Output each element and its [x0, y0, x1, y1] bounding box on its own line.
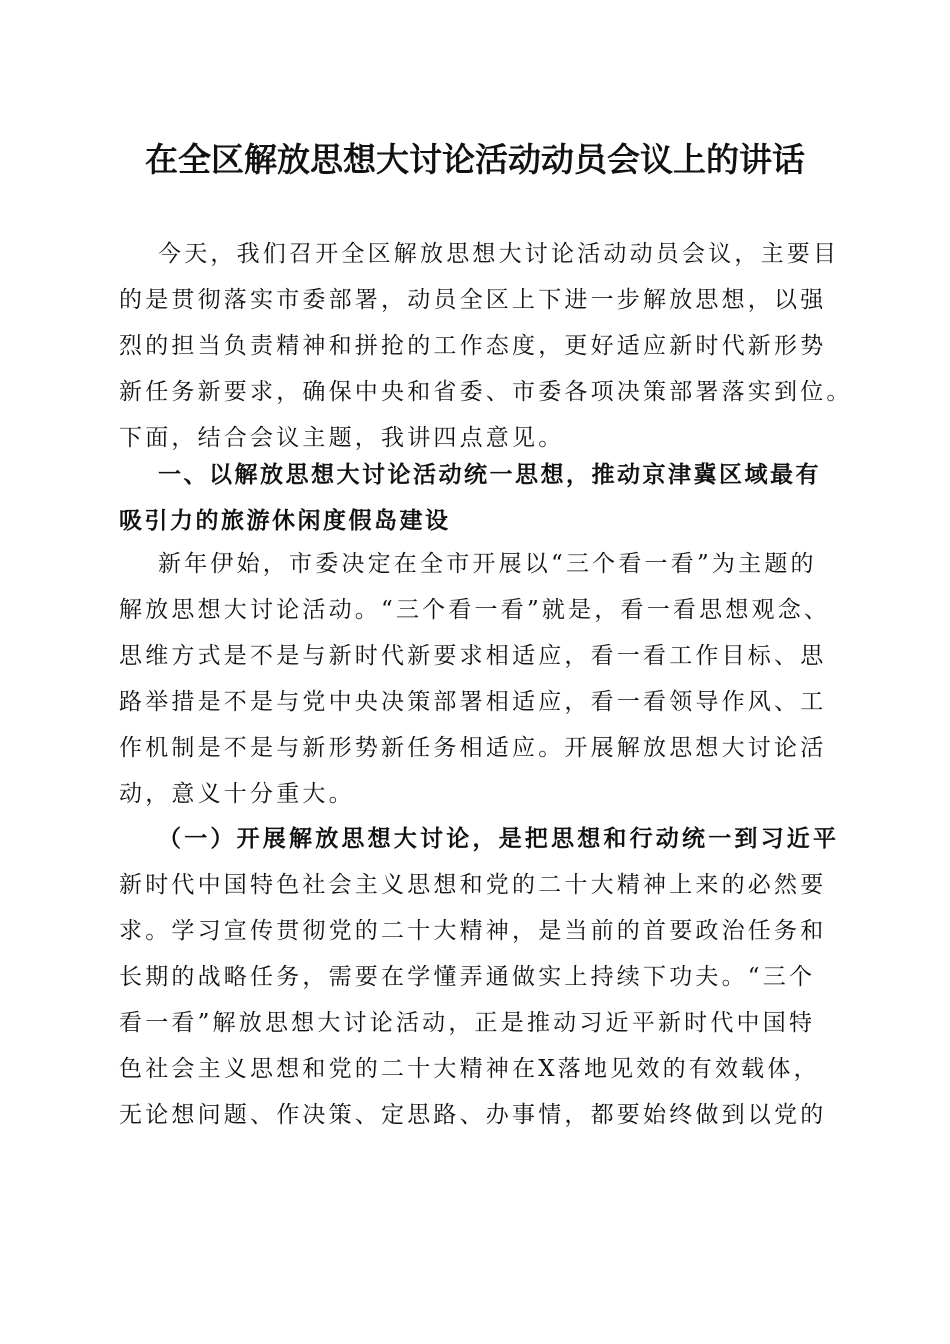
section-1-line-3: 思维方式是不是与新时代新要求相适应，看一看工作目标、思 [119, 643, 827, 669]
document-title: 在全区解放思想大讨论活动动员会议上的讲话 [145, 140, 805, 179]
subsection-1-line-1: 新时代中国特色社会主义思想和党的二十大精神上来的必然要 [119, 872, 827, 898]
section-1-line-4: 路举措是不是与党中央决策部署相适应，看一看领导作风、工 [119, 689, 827, 715]
intro-line-4: 新任务新要求，确保中央和省委、市委各项决策部署落实到位。 [119, 379, 853, 405]
subsection-1-line-4: 看一看”解放思想大讨论活动，正是推动习近平新时代中国特 [119, 1010, 816, 1036]
subsection-1-line-5: 色社会主义思想和党的二十大精神在X落地见效的有效载体， [119, 1056, 820, 1082]
section-1-line-5: 作机制是不是与新形势新任务相适应。开展解放思想大讨论活 [119, 735, 827, 761]
section-1-line-2: 解放思想大讨论活动。“三个看一看”就是，看一看思想观念、 [119, 597, 831, 623]
section-1-heading-line-1: 一、以解放思想大讨论活动统一思想，推动京津冀区域最有 [158, 462, 821, 488]
subsection-1-line-3: 长期的战略任务，需要在学懂弄通做实上持续下功夫。“三个 [119, 964, 816, 990]
section-1-line-6: 动，意义十分重大。 [119, 781, 355, 807]
intro-line-2: 的是贯彻落实市委部署，动员全区上下进一步解放思想，以强 [119, 287, 827, 313]
intro-line-5: 下面，结合会议主题，我讲四点意见。 [119, 425, 565, 451]
subsection-1-line-2: 求。学习宣传贯彻党的二十大精神，是当前的首要政治任务和 [119, 918, 827, 944]
intro-line-3: 烈的担当负责精神和拼抢的工作态度，更好适应新时代新形势 [119, 333, 827, 359]
section-1-line-1: 新年伊始，市委决定在全市开展以“三个看一看”为主题的 [158, 551, 817, 577]
section-1-heading-line-2: 吸引力的旅游休闲度假岛建设 [119, 508, 451, 534]
intro-line-1: 今天，我们召开全区解放思想大讨论活动动员会议，主要目 [158, 241, 840, 267]
subsection-1-heading: （一）开展解放思想大讨论，是把思想和行动统一到习近平 [158, 825, 840, 852]
subsection-1-line-6: 无论想问题、作决策、定思路、办事情，都要始终做到以党的 [119, 1102, 827, 1128]
